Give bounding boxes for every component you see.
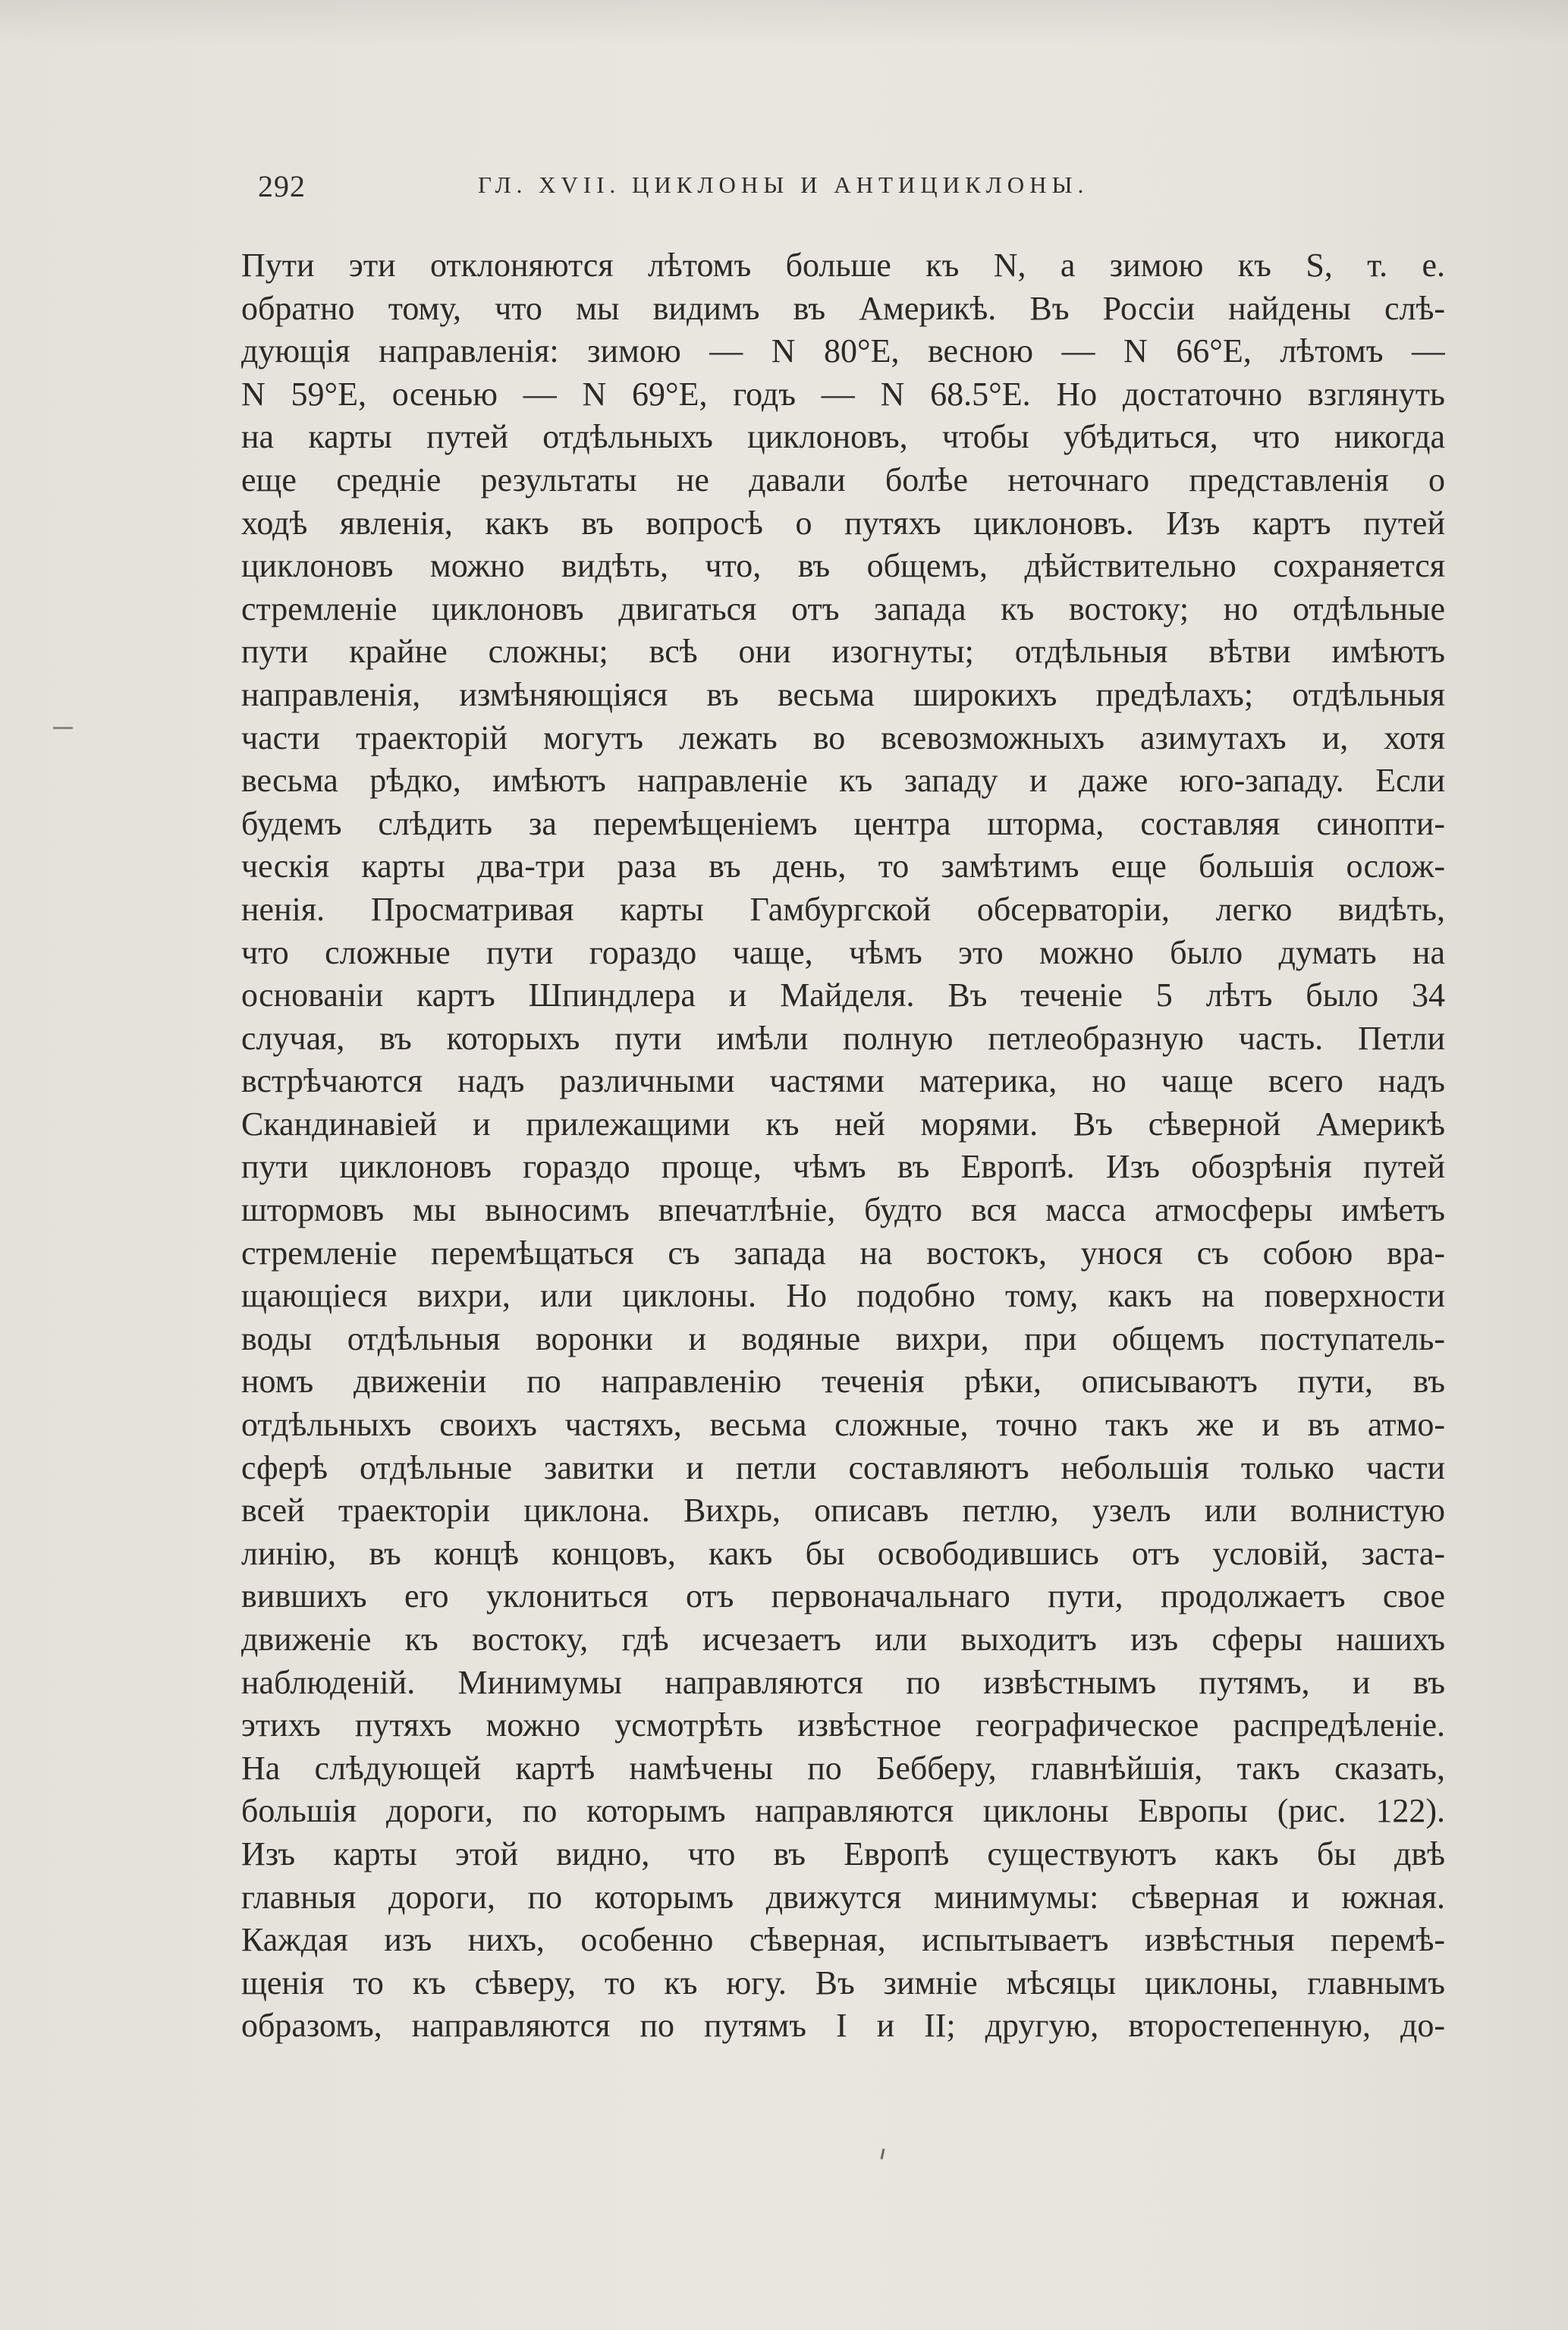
text-line: На слѣдующей картѣ намѣчены по Бебберу, главнѣйшія, такъ сказать, [241,1749,1445,1787]
text-line: Каждая изъ нихъ, особенно сѣверная, испытываетъ извѣстныя перемѣ- [241,1921,1445,1959]
text-line: движеніе къ востоку, гдѣ исчезаетъ или выходитъ изъ сферы нашихъ [241,1621,1445,1658]
text-line: стремленіе перемѣщаться съ запада на востокъ, унося съ собою вра- [241,1234,1445,1272]
text-line: встрѣчаются надъ различными частями материка, но чаще всего надъ [241,1062,1445,1100]
text-line: что сложные пути гораздо чаще, чѣмъ это можно было думать на [241,933,1445,971]
text-line: всей траекторіи циклона. Вихрь, описавъ петлю, узелъ или волнистую [241,1492,1445,1530]
text-line: Пути эти отклоняются лѣтомъ больше къ N, а зимою къ S, т. е. [241,247,1445,284]
text-line: Изъ карты этой видно, что въ Европѣ существуютъ какъ бы двѣ [241,1835,1445,1872]
body-paragraph [241,244,1445,2080]
text-line: на карты путей отдѣльныхъ циклоновъ, чтобы убѣдиться, что никогда [241,418,1445,456]
running-head: ГЛ. XVII. ЦИКЛОНЫ И АНТИЦИКЛОНЫ. [478,171,1089,198]
text-line: штормовъ мы выносимъ впечатлѣніе, будто вся масса атмосферы имѣетъ [241,1191,1445,1229]
text-line: N 59°E, осенью — N 69°E, годъ — N 68.5°E. Но достаточно взглянуть [241,375,1445,413]
text-line: номъ движеніи по направленію теченія рѣки, описываютъ пути, въ [241,1363,1445,1401]
text-line: случая, въ которыхъ пути имѣли полную петлеобразную часть. Петли [241,1019,1445,1057]
text-line: вившихъ его уклониться отъ первоначальнаго пути, продолжаетъ свое [241,1577,1445,1615]
text-line: образомъ, направляются по путямъ I и II; другую, второстепенную, до- [241,2007,1445,2045]
text-line: Скандинавіей и прилежащими къ ней морями. Въ сѣверной Америкѣ [241,1105,1445,1143]
page-number: 292 [258,169,306,203]
text-line: дующія направленія: зимою — N 80°E, весною — N 66°E, лѣтомъ — [241,332,1445,370]
text-line: наблюденій. Минимумы направляются по извѣстнымъ путямъ, и въ [241,1663,1445,1701]
text-line: основаніи картъ Шпиндлера и Майделя. Въ теченіе 5 лѣтъ было 34 [241,976,1445,1014]
text-line: еще средніе результаты не давали болѣе неточнаго представленія о [241,461,1445,498]
text-line: отдѣльныхъ своихъ частяхъ, весьма сложные, точно такъ же и въ атмо- [241,1406,1445,1444]
margin-mark [53,727,73,729]
page-shadow [0,0,1568,46]
text-line: ненія. Просматривая карты Гамбургской обсерваторіи, легко видѣть, [241,890,1445,928]
text-line: главныя дороги, по которымъ движутся минимумы: сѣверная и южная. [241,1878,1445,1916]
text-line: этихъ путяхъ можно усмотрѣть извѣстное географическое распредѣленіе. [241,1706,1445,1744]
text-line: будемъ слѣдить за перемѣщеніемъ центра шторма, составляя синопти- [241,804,1445,842]
text-line: сферѣ отдѣльные завитки и петли составляютъ небольшія только части [241,1448,1445,1486]
text-line: ходѣ явленія, какъ въ вопросѣ о путяхъ циклоновъ. Изъ картъ путей [241,504,1445,542]
text-line: пути циклоновъ гораздо проще, чѣмъ въ Европѣ. Изъ обозрѣнія путей [241,1148,1445,1186]
text-line: стремленіе циклоновъ двигаться отъ запада къ востоку; но отдѣльные [241,590,1445,627]
text-line: направленія, измѣняющіяся въ весьма широкихъ предѣлахъ; отдѣльныя [241,675,1445,713]
text-line: пути крайне сложны; всѣ они изогнуты; отдѣльныя вѣтви имѣютъ [241,633,1445,671]
text-line: воды отдѣльныя воронки и водяные вихри, при общемъ поступатель- [241,1319,1445,1357]
text-line: весьма рѣдко, имѣютъ направленіе къ западу и даже юго-западу. Если [241,762,1445,800]
text-line: щенія то къ сѣверу, то къ югу. Въ зимніе мѣсяцы циклоны, главнымъ [241,1964,1445,2001]
text-line: щающіеся вихри, или циклоны. Но подобно тому, какъ на поверхности [241,1277,1445,1315]
text-line: большія дороги, по которымъ направляются циклоны Европы (рис. 122). [241,1792,1445,1830]
text-line: обратно тому, что мы видимъ въ Америкѣ. Въ Россіи найдены слѣ- [241,289,1445,327]
text-line: циклоновъ можно видѣть, что, въ общемъ, дѣйствительно сохраняется [241,547,1445,585]
text-line: линію, въ концѣ концовъ, какъ бы освободившись отъ условій, заста- [241,1534,1445,1572]
text-line: ческія карты два-три раза въ день, то замѣтимъ еще большія ослож- [241,847,1445,885]
page-header [258,168,1335,214]
page-speck [881,2149,885,2159]
text-line: части траекторій могутъ лежать во всевозможныхъ азимутахъ и, хотя [241,718,1445,756]
